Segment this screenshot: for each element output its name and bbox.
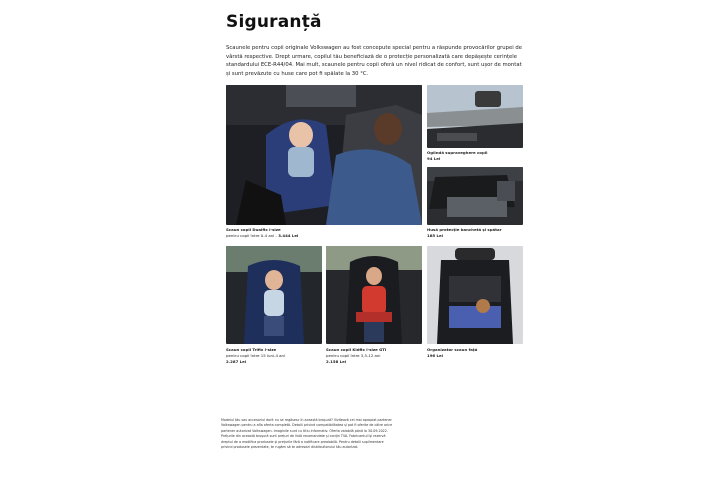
cover-price: 185 Lei [427, 233, 443, 238]
mirror-caption [427, 150, 487, 162]
cover-caption [427, 227, 502, 239]
intro-paragraph: Scaunele pentru copii originale Volkswagen au fost concepute special pentru a răspunde provocărilor grupei de vârstă respective. Drept urmare, copilul tău beneficiază de o protecție personalizată care depășește cerințele standardului ECE-R44/04. Mai mult, scaunele pentru copii oferă un nivel ridicat de confort, sunt ușor de montat și sunt prevăzute cu huse care pot fi spălate la 30 °C. [226, 45, 523, 77]
organizer-price: 196 Lei [427, 353, 443, 358]
cover-photo [427, 167, 523, 225]
cover-name: Husă protecție banchetă și spătar [427, 227, 502, 232]
kidfix-caption [326, 347, 386, 365]
kidfix-price: 2.158 Lei [326, 359, 347, 364]
organizer-name: Organizator scaun față [427, 347, 478, 352]
footnote: Modelul tău sau accesoriul dorit nu se regăsesc în această broșură? Vizitează cel mai apropiat partener Volkswagen pentru a afla oferta completă. Detalii privind compatibilitatea și pot fi oferite de către orice partener autorizat Volkswagen. Imaginile sunt cu titlu informativ. Oferta valabilă până la 30.09.2022. Prețurile din această broșură sunt prețuri de listă recomandate și conțin TVA. Fabricantul își rezervă dreptul de a modifica produsele și prețurile fără o notificare prealabilă. Pentru detalii suplimentare privind produsele prezentate, te rugăm să te adresezi distribuitorului tău autorizat. [221, 418, 393, 450]
trifix-caption [226, 347, 285, 365]
trifix-price: 2.287 Lei [226, 359, 247, 364]
kidfix-name: Scaun copii Kidfix i-size GTI [326, 347, 387, 352]
dualfix-name: Scaun copii Dualfix i-size [226, 227, 281, 232]
organizer-photo [427, 246, 523, 344]
trifix-photo [226, 246, 322, 344]
page-title: Siguranță [226, 12, 322, 32]
dualfix-price: 3.444 Lei [278, 233, 299, 238]
kidfix-photo [326, 246, 422, 344]
trifix-desc: pentru copii între 15 luni-4 ani [226, 353, 286, 358]
dualfix-desc: pentru copii între 0-4 ani [226, 233, 275, 238]
dualfix-sep: - [274, 233, 279, 238]
mirror-price: 94 Lei [427, 156, 441, 161]
organizer-caption [427, 347, 477, 359]
dualfix-caption [226, 227, 298, 239]
trifix-name: Scaun copii Trifix i-size [226, 347, 277, 352]
mirror-name: Oglindă supraveghere copii [427, 150, 488, 155]
dualfix-photo [226, 85, 422, 225]
mirror-photo [427, 85, 523, 148]
kidfix-desc: pentru copii între 3,5-12 ani [326, 353, 381, 358]
